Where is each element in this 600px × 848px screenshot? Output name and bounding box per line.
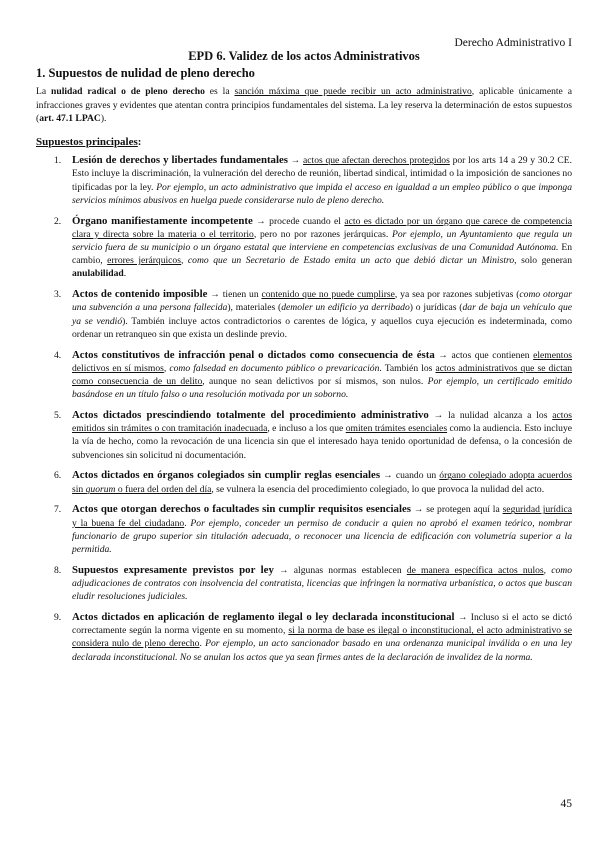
text-segment: contenido que no puede cumplirse <box>261 289 395 301</box>
item-number: 4. <box>54 349 62 361</box>
section-heading: 1. Supuestos de nulidad de pleno derecho <box>36 66 255 81</box>
text-segment: → algunas normas establecen <box>273 564 407 576</box>
text-segment: . También los <box>379 362 436 374</box>
text-segment: Órgano manifiestamente incompetente <box>72 214 253 227</box>
text-segment: Actos constitutivos de infracción penal o dictados como consecuencia de ésta <box>72 348 435 361</box>
text-segment: → la nulidad alcanza a los <box>428 410 553 422</box>
text-segment: dar de baja un vehículo que ya se vendió <box>72 302 572 327</box>
list-item <box>36 288 572 341</box>
text-segment: órgano colegiado adopta acuerdos sin <box>72 470 572 495</box>
text-segment: . <box>184 517 191 529</box>
text-segment: → tienen un <box>207 289 262 301</box>
text-segment: Por ejemplo, un acto sancionador basado en una ordenanza municipal inválida o en una ley declarada inconstitucional. No se anulan los actos que ya sean firmes antes de la declaración de invalidez de la norma. <box>72 638 573 663</box>
text-segment: actos administrativos que se dictan como consecuencia de un delito <box>72 362 573 388</box>
text-segment: sanción máxima que puede recibir un acto administrativo <box>234 86 472 98</box>
document-title: EPD 6. Validez de los actos Administrativos <box>188 49 420 63</box>
item-number: 7. <box>54 504 62 516</box>
text-segment: . <box>123 268 127 280</box>
text-segment: como falsedad en documento público o prevaricación <box>169 362 380 374</box>
text-segment: , se vulnera la esencia del procedimiento colegiado, lo que provoca la nulidad del acto. <box>211 483 545 495</box>
item-number: 2. <box>54 215 62 227</box>
text-segment: omiten trámites esenciales <box>345 423 448 435</box>
text-segment: ). <box>100 112 107 124</box>
text-segment: Lesión de derechos y libertades fundamentales <box>72 154 288 167</box>
text-segment: como adjudicaciones de contratos con insolvencia del contratista, licencias que infringen la normativa urbanística, o actos que buscan eludir resoluciones judiciales. <box>72 564 573 603</box>
text-segment: ) o jurídicas ( <box>409 302 463 314</box>
page-number: 45 <box>560 798 572 810</box>
text-segment: Por ejemplo, un Ayuntamiento que regula un servicio fuera de su municipio o un órgano estatal que interviene en competencias exclusivas de una Comunidad Autónoma. <box>72 228 572 254</box>
text-segment: elementos delictivos en sí mismos <box>72 349 572 374</box>
list-item <box>36 409 572 462</box>
text-segment: → procede cuando el <box>252 215 345 227</box>
text-segment: errores jerárquicos <box>107 255 181 267</box>
text-segment: ). También incluye actos contradictorios o carentes de lógica, y aquellos cuya ejecución es indeterminada, como ordenar un retranqueo sin que exista un deslinde previo. <box>72 315 572 340</box>
text-segment: Actos dictados en órganos colegiados sin cumplir reglas esenciales <box>72 469 381 482</box>
item-number: 5. <box>54 410 62 422</box>
text-segment: anulabilidad <box>72 268 124 280</box>
list-item <box>36 215 572 281</box>
text-segment: Por ejemplo, un certificado emitido basándose en un título falso o una resolución motivada por un soborno. <box>72 376 573 401</box>
list-item <box>36 611 572 664</box>
text-segment: Actos que otorgan derechos o facultades sin cumplir requisitos esenciales <box>72 503 411 516</box>
text-segment: Por ejemplo, conceder un permiso de conducir a quien no aprobó el examen teórico, nombrar funcionario de grupo superior sin titulación adecuada, o reconocer una licencia de edificación con volumetría superior a la permitida. <box>72 517 573 556</box>
text-segment: de manera específica actos nulos <box>406 564 544 576</box>
text-segment: , <box>543 564 552 576</box>
text-segment: art. 47.1 LPAC <box>39 112 101 124</box>
text-segment: ), materiales ( <box>227 302 282 314</box>
list-item <box>36 469 572 495</box>
intro-paragraph <box>36 85 572 125</box>
text-segment: es la <box>204 86 235 98</box>
text-segment: , solo generan <box>514 255 572 267</box>
subheading-label: Supuestos principales <box>36 136 138 149</box>
text-segment: , e incluso a los que <box>267 423 346 435</box>
text-segment: , aunque no sean delictivos por sí mismos, son nulos. <box>202 376 428 388</box>
text-segment: , <box>180 255 188 267</box>
text-segment: como que un Secretario de Estado emita un acto que debió dictar un Ministro <box>187 255 515 267</box>
list-item <box>36 564 572 604</box>
list-item <box>36 503 572 556</box>
item-number: 6. <box>54 470 62 482</box>
subheading-colon: : <box>137 136 142 149</box>
text-segment: actos que afectan derechos protegidos <box>303 155 450 167</box>
text-segment: Actos de contenido imposible <box>72 288 208 301</box>
item-number: 9. <box>54 612 62 624</box>
text-segment: → <box>287 155 304 167</box>
text-segment: demoler un edificio ya derribado <box>281 302 410 314</box>
text-segment: , aplicable únicamente a infracciones graves y evidentes que atentan contra principios fundamentales del sistema. La ley reserva la determinación de estos supuestos ( <box>36 86 572 124</box>
text-segment: → cuando un <box>380 470 440 482</box>
item-number: 1. <box>54 155 62 167</box>
text-segment: → se protegen aquí la <box>410 504 503 516</box>
text-segment: acto es dictado por un órgano que carece de competencia clara y directa sobre la materia o el territorio <box>72 215 573 240</box>
supuestos-list <box>36 154 572 664</box>
list-item <box>36 349 572 402</box>
text-segment: por los arts 14 a 29 y 30.2 CE. Esto incluye la discriminación, la vulneración del derecho de reunión, libertad sindical, intimidad o la imposición de sanciones no tipificadas por la ley. <box>72 155 572 193</box>
document-body <box>36 50 572 671</box>
text-segment: → actos que contienen <box>434 349 534 361</box>
item-number: 8. <box>54 564 62 576</box>
text-segment: , pero no por razones jerárquicas. <box>253 228 392 240</box>
text-segment: Por ejemplo, un acto administrativo que impida el acceso en igualdad a un empleo público o que imponga servicios mínimos abusivos en huelga puede considerarse nulo de pleno derecho. <box>72 181 572 206</box>
text-segment: Actos dictados en aplicación de reglamento ilegal o ley declarada inconstitucional <box>72 611 455 624</box>
text-segment: quorum <box>85 483 116 495</box>
text-segment: como la audiencia. Esto incluye la vía de hecho, como la revocación de una licencia sin que el interesado haya tenido oportunidad de defensa, o la concesión de subvenciones sin solicitud ni documentación. <box>72 423 572 461</box>
text-segment: En cambio, <box>72 242 573 267</box>
text-segment: como otorgar una subvención a una persona fallecida <box>72 289 572 314</box>
subheading <box>36 136 572 149</box>
text-segment: seguridad jurídica y la buena fe del ciudadano <box>72 504 573 529</box>
list-item <box>36 154 572 207</box>
text-segment: actos emitidos sin trámites o con tramitación inadecuada <box>72 410 572 435</box>
text-segment: Actos dictados prescindiendo totalmente del procedimiento administrativo <box>72 409 429 422</box>
text-segment: , ya sea por razones subjetivas ( <box>394 289 520 301</box>
course-header: Derecho Administrativo I <box>454 37 572 49</box>
text-segment: , <box>163 362 170 374</box>
text-segment: . <box>199 638 206 650</box>
item-number: 3. <box>54 289 62 301</box>
text-segment: → Incluso si el acto se dictó correctamente según la norma vigente en su momento, <box>72 612 572 637</box>
text-segment: o fuera del orden del día <box>115 483 212 495</box>
text-segment: nulidad radical o de pleno derecho <box>51 86 205 98</box>
text-segment: La <box>36 86 52 98</box>
text-segment: si la norma de base es ilegal o inconstitucional, el acto administrativo se considera nulo de pleno derecho <box>72 625 573 650</box>
text-segment: Supuestos expresamente previstos por ley <box>72 563 274 576</box>
